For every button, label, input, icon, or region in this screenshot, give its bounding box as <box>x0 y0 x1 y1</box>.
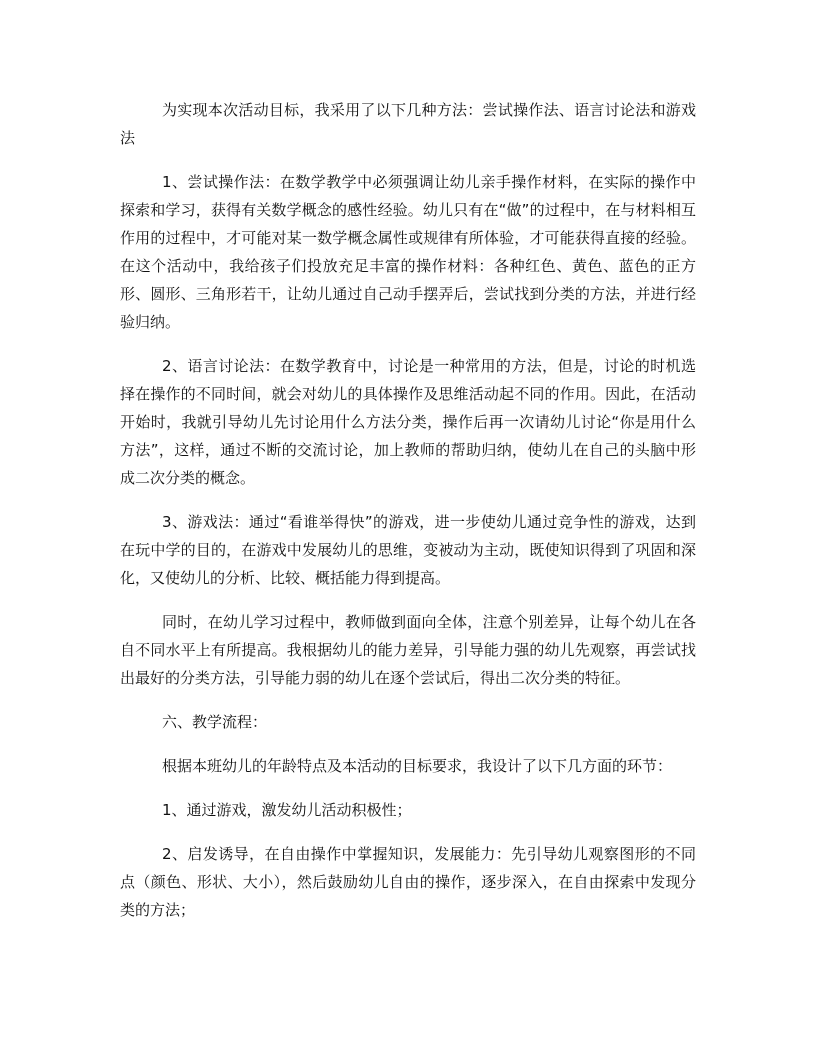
list-item-step-2: 2、启发诱导，在自由操作中掌握知识，发展能力：先引导幼儿观察图形的不同点（颜色、形状、大小），然后鼓励幼儿自由的操作，逐步深入，在自由探索中发现分类的方法； <box>120 845 696 919</box>
document-page <box>120 96 696 940</box>
paragraph-process-intro: 根据本班幼儿的年龄特点及本活动的目标要求，我设计了以下几方面的环节： <box>162 757 673 775</box>
paragraph-trial-operation: 1、尝试操作法：在数学教学中必须强调让幼儿亲手操作材料，在实际的操作中探索和学习，获得有关数学概念的感性经验。幼儿只有在“做”的过程中，在与材料相互作用的过程中，才可能对某一数学概念属性或规律有所体验，才可能获得直接的经验。在这个活动中，我给孩子们投放充足丰富的操作材料：各种红色、黄色、蓝色的正方形、圆形、三角形若干，让幼儿通过自己动手摆弄后，尝试找到分类的方法，并进行经验归纳。 <box>120 173 696 331</box>
paragraph-methods-intro: 为实现本次活动目标，我采用了以下几种方法：尝试操作法、语言讨论法和游戏法 <box>120 101 696 147</box>
paragraph-individual-differences: 同时，在幼儿学习过程中，教师做到面向全体，注意个别差异，让每个幼儿在各自不同水平上有所提高。我根据幼儿的能力差异，引导能力强的幼儿先观察，再尝试找出最好的分类方法，引导能力弱的幼儿在逐个尝试后，得出二次分类的特征。 <box>120 613 696 687</box>
paragraph-game-method: 3、游戏法：通过“看谁举得快”的游戏，进一步使幼儿通过竞争性的游戏，达到在玩中学的目的，在游戏中发展幼儿的思维，变被动为主动，既使知识得到了巩固和深化，又使幼儿的分析、比较、概括能力得到提高。 <box>120 513 696 587</box>
paragraph-language-discussion: 2、语言讨论法：在数学教育中，讨论是一种常用的方法，但是，讨论的时机选择在操作的不同时间，就会对幼儿的具体操作及思维活动起不同的作用。因此，在活动开始时，我就引导幼儿先讨论用什么方法分类，操作后再一次请幼儿讨论“你是用什么方法”，这样，通过不断的交流讨论，加上教师的帮助归纳，使幼儿在自己的头脑中形成二次分类的概念。 <box>120 357 696 487</box>
list-item-step-1: 1、通过游戏，激发幼儿活动积极性； <box>162 801 412 819</box>
section-heading-teaching-process: 六、教学流程： <box>162 713 268 731</box>
